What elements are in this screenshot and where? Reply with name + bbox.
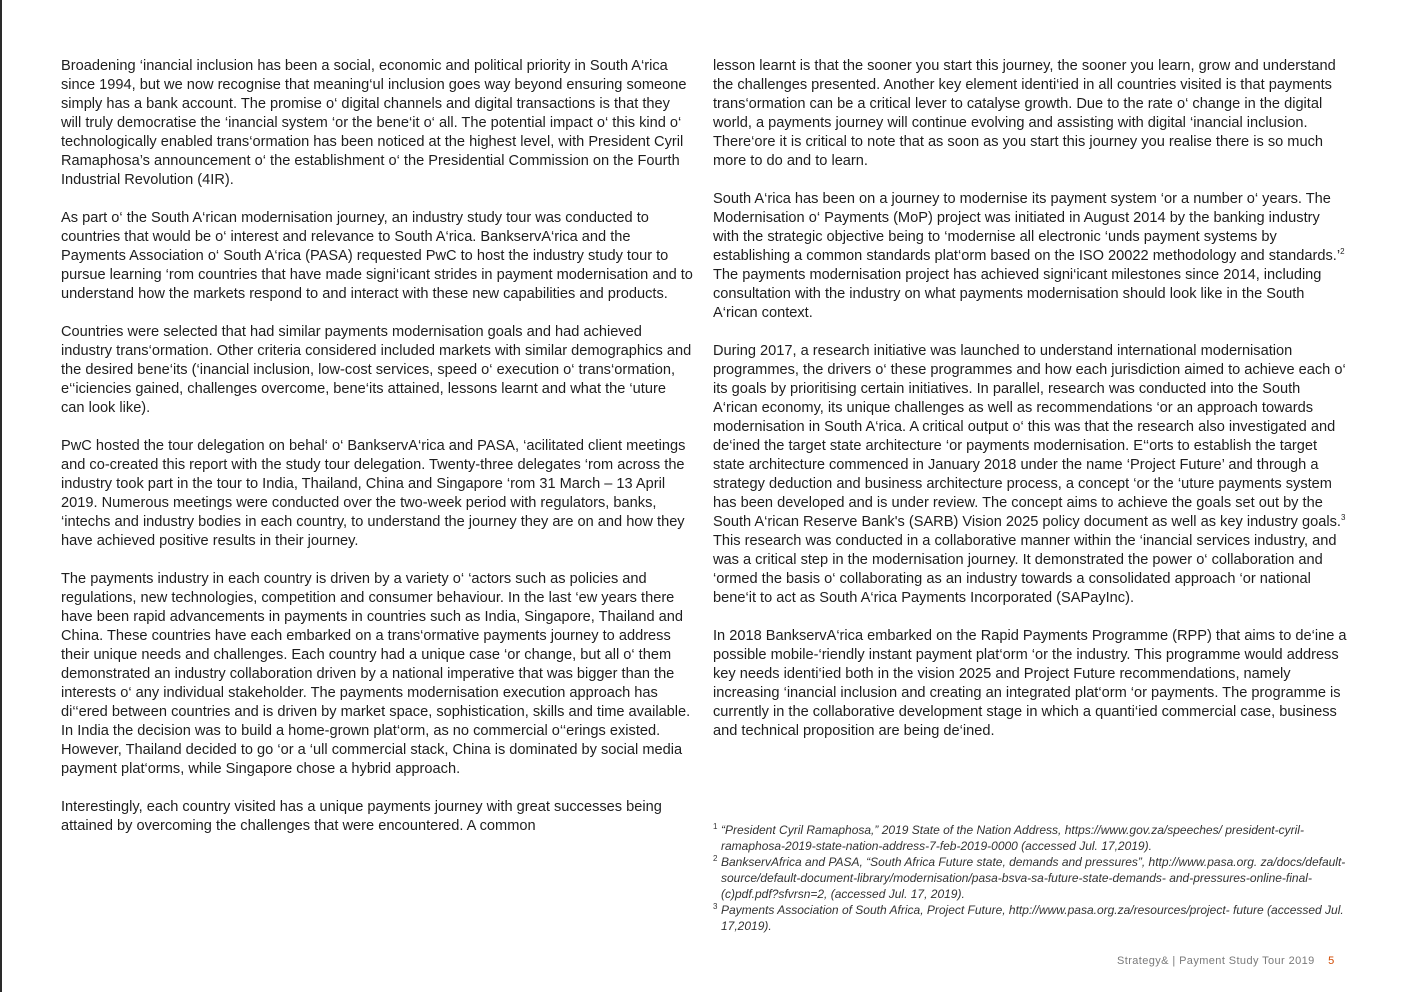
left-column — [61, 57, 693, 855]
paragraph: lesson learnt is that the sooner you start this journey, the sooner you learn, grow and understand the challenges presented. Another key element identi‘ied in all countries visited is that payments trans‘ormation can be a critical lever to catalyse growth. Due to the rate o‘ change in the digital world, a payments journey will continue evolving and assisting with digital ‘inancial inclusion. There‘ore it is critical to note that as soon as you start this journey you realise there is so much more to do and to learn. — [713, 58, 1336, 169]
footnote-number: 1 — [713, 822, 718, 831]
paragraph: The payments industry in each country is driven by a variety o‘ ‘actors such as policies and regulations, new technologies, competition and consumer behaviour. In the last ‘ew years there have been rapid advancements in payments in countries such as India, Singapore, Thailand and China. These countries have each embarked on a trans‘ormative payments journey to address their unique needs and challenges. Each country had a unique case ‘or change, but all o‘ them demonstrated an industry collaboration driven by a national imperative that was bigger than the interests o‘ any individual stakeholder. The payments modernisation execution approach has di‘‘ered between countries and is driven by market space, sophistication, skills and time available. In India the decision was to build a home-grown plat‘orm, as no commercial o‘‘erings existed. However, Thailand decided to go ‘or a ‘ull commercial stack, China is dominated by social media payment plat‘orms, while Singapore chose a hybrid approach. — [61, 571, 691, 777]
paragraph: Countries were selected that had similar payments modernisation goals and had achieved industry trans‘ormation. Other criteria considered included markets with similar demographics and the desired bene‘its (‘inancial inclusion, low-cost services, speed o‘ execution o‘ trans‘ormation, e‘‘iciencies gained, challenges overcome, bene‘its attained, lessons learnt and what the ‘uture can look like). — [61, 324, 692, 416]
page-number: 5 — [1328, 955, 1335, 967]
footnote-ref: 2 — [1340, 247, 1345, 257]
paragraph-text: South A‘rica has been on a journey to modernise its payment system ‘or a number o‘ years. The Modernisation o‘ Payments (MoP) project was initiated in August 2014 by the banking industry with the strategic objective being to ‘modernise all electronic ‘unds payment systems by establishing a common standards plat‘orm based on the ISO 20022 methodology and standards.’ — [713, 191, 1341, 264]
paragraph: Broadening ‘inancial inclusion has been a social, economic and political priority in South A‘rica since 1994, but we now recognise that meaning‘ul inclusion goes way beyond ensuring someone simply has a bank account. The promise o‘ digital channels and digital transactions is that they will truly democratise the ‘inancial system ‘or the bene‘it o‘ all. The potential impact o‘ this kind o‘ technologically enabled trans‘ormation has been noticed at the highest level, with President Cyril Ramaphosa’s announcement o‘ the establishment o‘ the Presidential Commission on the Fourth Industrial Revolution (4IR). — [61, 58, 687, 188]
footnote-number: 3 — [713, 902, 718, 911]
right-column — [713, 57, 1347, 760]
paragraph: PwC hosted the tour delegation on behal‘ o‘ BankservA‘rica and PASA, ‘acilitated client meetings and co-created this report with the study tour delegation. Twenty-three delegates ‘rom across the industry took part in the tour to India, Thailand, China and Singapore ‘rom 31 March – 13 April 2019. Numerous meetings were conducted over the two-week period with regulators, banks, ‘intechs and industry bodies in each country, to understand the journey they are on and how they have achieved positive results in their journey. — [61, 438, 686, 549]
footnote — [713, 854, 1347, 902]
footnotes — [713, 822, 1347, 934]
footer-text: Strategy& | Payment Study Tour 2019 — [1117, 955, 1315, 967]
paragraph-text: During 2017, a research initiative was launched to understand international modernisation programmes, the drivers o‘ these programmes and how each jurisdiction aimed to achieve each o‘ its goals by prioritising certain initiatives. In parallel, research was conducted into the South A‘rican economy, its unique challenges as well as recommendations ‘or an approach towards modernisation in South A‘rica. A critical output o‘ this was that the research also investigated and de‘ined the target state architecture ‘or payments modernisation. E‘‘orts to establish the target state architecture commenced in January 2018 under the name ‘Project Future’ and through a strategy deduction and business architecture process, a concept ‘or the ‘uture payments system has been developed and is under review. The concept aims to achieve the goals set out by the South A‘rican Reserve Bank's (SARB) Vision 2025 policy document as well as key industry goals. — [713, 343, 1346, 530]
page-footer — [1117, 955, 1335, 967]
footnote-text: Payments Association of South Africa, Project Future, http://www.pasa.org.za/resources/project- future (accessed Jul. 17,2019). — [721, 903, 1344, 933]
footnote-text: “President Cyril Ramaphosa,” 2019 State of the Nation Address, https://www.gov.za/speeches/ president-cyril-ramaphosa-2019-state-nation-address-7-feb-2019-0000 (accessed Jul. 17,2019). — [721, 823, 1304, 853]
footnote — [713, 822, 1347, 854]
paragraph: Interestingly, each country visited has a unique payments journey with great successes being attained by overcoming the challenges that were encountered. A common — [61, 799, 662, 834]
paragraph-text: This research was conducted in a collaborative manner within the ‘inancial services industry, and was a critical step in the modernisation journey. It demonstrated the power o‘ collaboration and ‘ormed the basis o‘ collaborating as an industry towards a consolidated approach ‘or national bene‘it to act as South A‘rica Payments Incorporated (SAPayInc). — [713, 533, 1337, 606]
footnote-number: 2 — [713, 854, 718, 863]
footnote-text: BankservAfrica and PASA, “South Africa Future state, demands and pressures”, http://www.pasa.org. za/docs/default-source/default-document-library/modernisation/pasa-bsva-sa-future-state-demands- and-pressures-online-final-(c)pdf.pdf?sfvrsn=2, (accessed Jul. 17, 2019). — [721, 855, 1346, 901]
footnote — [713, 902, 1347, 934]
paragraph-text: The payments modernisation project has achieved signi‘icant milestones since 2014, including consultation with the industry on what payments modernisation should look like in the South A‘rican context. — [713, 267, 1322, 321]
paragraph — [713, 342, 1347, 608]
footnote-ref: 3 — [1340, 513, 1346, 523]
paragraph — [713, 190, 1347, 323]
paragraph: In 2018 BankservA‘rica embarked on the Rapid Payments Programme (RPP) that aims to de‘ine a possible mobile-‘riendly instant payment plat‘orm ‘or the industry. This programme would address key needs identi‘ied both in the vision 2025 and Project Future recommendations, namely increasing ‘inancial inclusion and creating an integrated plat‘orm ‘or payments. The programme is currently in the collaborative development stage in which a quanti‘ied commercial case, business and technical proposition are being de‘ined. — [713, 628, 1347, 739]
paragraph: As part o‘ the South A‘rican modernisation journey, an industry study tour was conducted to countries that would be o‘ interest and relevance to South A‘rica. BankservA‘rica and the Payments Association o‘ South A‘rica (PASA) requested PwC to host the industry study tour to pursue learning ‘rom countries that have made signi‘icant strides in payment modernisation and to understand how the markets respond to and interact with these new capabilities and products. — [61, 210, 693, 302]
page-edge — [0, 0, 2, 992]
